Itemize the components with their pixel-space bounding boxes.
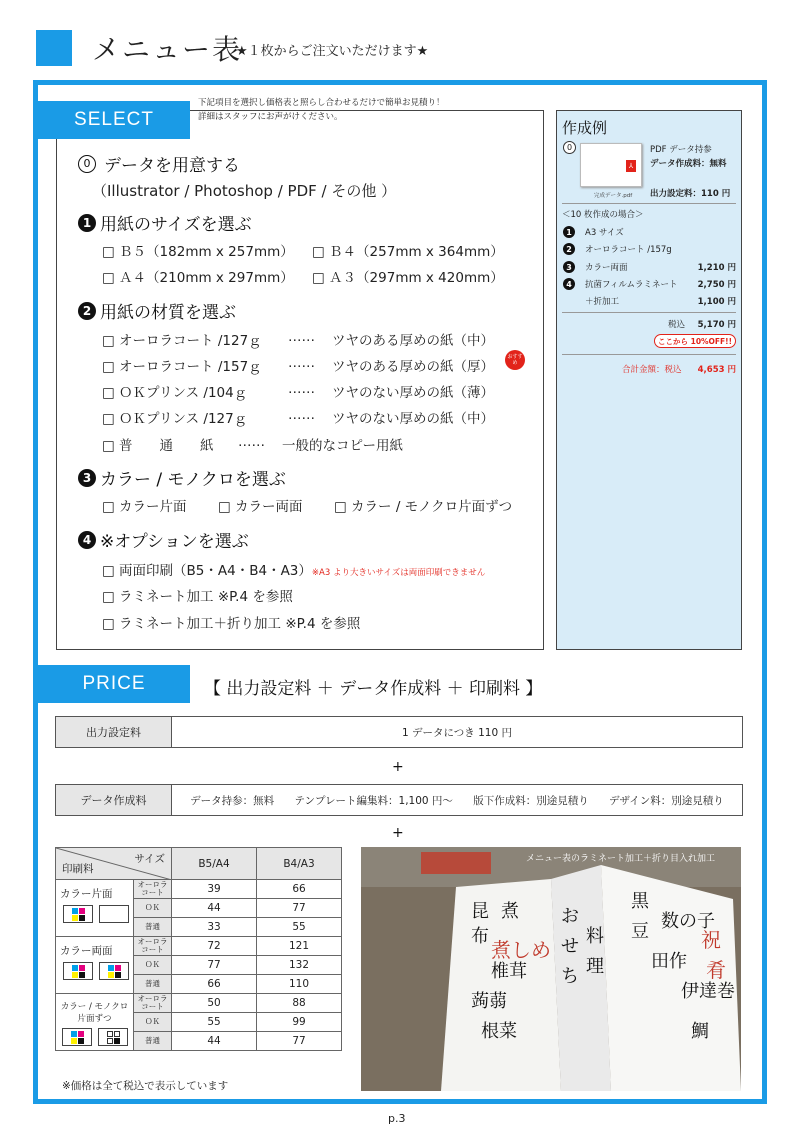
blank-swatch-icon — [99, 905, 129, 923]
paper-desc: ツヤのある厚めの紙（厚） — [332, 359, 494, 375]
paper-desc: ツヤのある厚めの紙（中） — [332, 333, 494, 349]
divider — [562, 354, 736, 355]
data-fee: データ作成料：無料 — [650, 159, 727, 169]
example-step-2-icon: 2 — [563, 243, 575, 255]
header-accent-block — [36, 30, 72, 66]
group-label: カラー両面 — [60, 945, 113, 957]
svg-text:鯛: 鯛 — [691, 1021, 709, 1042]
step-number-4-icon: 4 — [78, 531, 96, 549]
paper-label: オーロラ コート — [134, 994, 172, 1013]
page-number: p.3 — [388, 1112, 406, 1125]
data-fee-label: データ作成料 — [56, 785, 172, 815]
svg-text:根菜: 根菜 — [481, 1021, 517, 1042]
option-size-a3[interactable]: □ Ａ３（297mm x 420mm） — [312, 270, 504, 286]
option-color-mono-mix[interactable]: □ カラー / モノクロ片面ずつ — [334, 499, 513, 515]
duplex-warning: ※A3 より大きいサイズは両面印刷できません — [311, 568, 486, 578]
option-paper-ok-127[interactable]: □ ＯＫプリンス /127ｇ — [102, 411, 248, 427]
divider — [562, 312, 736, 313]
example-item: A3 サイズ — [585, 228, 624, 238]
page-subtitle: ★１枚からご注文いただけます★ — [236, 44, 429, 59]
price-cell: 132 — [257, 956, 342, 975]
example-item: オーロラコート /157g — [585, 245, 672, 255]
tax-total: 5,170 円 — [697, 320, 736, 330]
svg-text:数の子: 数の子 — [661, 911, 715, 932]
svg-text:理: 理 — [586, 956, 604, 977]
step-0-heading — [78, 151, 240, 176]
svg-text:黒: 黒 — [631, 891, 649, 912]
data-fee-values — [172, 785, 742, 815]
price-cell: 66 — [172, 975, 257, 994]
output-fee-value: 1 データにつき 110 円 — [401, 726, 513, 739]
step-0-title: データを用意する — [104, 156, 240, 176]
step-1-heading — [78, 210, 252, 235]
corner-top-label: サイズ — [134, 853, 165, 865]
svg-text:せ: せ — [561, 936, 579, 957]
price-cell: 99 — [257, 1013, 342, 1032]
svg-text:蒟蒻: 蒟蒻 — [471, 991, 507, 1012]
photo-caption: メニュー表のラミネート加工＋折り目入れ加工 — [526, 854, 716, 864]
output-fee-label: 出力設定料 — [56, 717, 172, 747]
svg-text:お: お — [561, 906, 579, 927]
cmyk-swatch-icon — [62, 1028, 92, 1046]
paper-label: オーロラ コート — [134, 880, 172, 899]
step-4-heading — [78, 527, 249, 552]
price-cell: 72 — [172, 937, 257, 956]
dots: …… — [238, 434, 265, 450]
option-size-a4[interactable]: □ Ａ４（210mm x 297mm） — [102, 270, 294, 286]
data-fee-item: デザイン料：別途見積り — [609, 794, 724, 807]
price-cell: 39 — [172, 880, 257, 899]
output-fee: 出力設定料：110 円 — [650, 189, 731, 199]
col-header: B5/A4 — [172, 848, 257, 880]
paper-label: ＯＫ — [134, 1013, 172, 1032]
option-size-b4[interactable]: □ Ｂ４（257mm x 364mm） — [312, 244, 504, 260]
paper-desc: ツヤのない厚めの紙（中） — [332, 411, 494, 427]
paper-label: 普通 — [134, 975, 172, 994]
plus-sign: + — [392, 759, 404, 775]
step-number-3-icon: 3 — [78, 469, 96, 487]
price-cell: 66 — [257, 880, 342, 899]
output-fee-row — [55, 716, 743, 748]
example-title: 作成例 — [562, 119, 608, 137]
price-cell: 77 — [257, 899, 342, 918]
option-paper-aurora-157[interactable]: □ オーロラコート /157ｇ — [102, 359, 262, 375]
example-price: 1,100 円 — [697, 297, 736, 307]
print-price-table — [55, 847, 342, 1051]
select-tab: SELECT — [38, 101, 190, 139]
paper-label: ＯＫ — [134, 899, 172, 918]
pdf-icon: ⅄ — [626, 160, 636, 172]
mono-swatch-icon — [98, 1028, 128, 1046]
paper-label: 普通 — [134, 1032, 172, 1051]
step-2-title: 用紙の材質を選ぶ — [100, 303, 236, 323]
option-paper-aurora-127[interactable]: □ オーロラコート /127ｇ — [102, 333, 262, 349]
step-2-heading — [78, 298, 236, 323]
doc-caption: 完成データ.pdf — [594, 193, 633, 199]
case-label: ＜10 枚作成の場合＞ — [562, 210, 644, 220]
recommend-stamp: おすすめ — [505, 350, 525, 370]
example-step-3-icon: 3 — [563, 261, 575, 273]
menu-photo-illustration — [361, 847, 741, 1091]
laminated-menu-photo — [361, 847, 741, 1091]
option-paper-plain[interactable]: □ 普 通 紙 — [102, 438, 214, 454]
price-cell: 44 — [172, 1032, 257, 1051]
option-laminate-fold[interactable]: □ ラミネート加工＋折り加工 ※P.4 を参照 — [102, 616, 361, 632]
paper-desc: 一般的なコピー用紙 — [282, 438, 403, 454]
data-fee-row — [55, 784, 743, 816]
cmyk-swatch-icon — [63, 962, 93, 980]
example-step-1-icon: 1 — [563, 226, 575, 238]
pdf-label: PDF データ持参 — [650, 145, 712, 155]
group-color-double — [56, 937, 134, 994]
price-tab: PRICE — [38, 665, 190, 703]
select-note-line: 詳細はスタッフにお声がけください。 — [198, 112, 343, 122]
paper-desc: ツヤのない厚めの紙（薄） — [332, 385, 494, 401]
col-header: B4/A3 — [257, 848, 342, 880]
data-fee-item: 版下作成料：別途見積り — [473, 794, 589, 807]
total-amount: 4,653 円 — [697, 365, 736, 375]
price-cell: 77 — [172, 956, 257, 975]
paper-label: オーロラ コート — [134, 937, 172, 956]
svg-text:料: 料 — [586, 926, 604, 947]
option-duplex-label: □ 両面印刷（B5・A4・B4・A3） — [102, 563, 312, 579]
discount-badge: ここから 10%OFF!! — [654, 334, 736, 348]
data-fee-item: データ持参：無料 — [190, 794, 275, 807]
option-color-double[interactable]: □ カラー両面 — [218, 499, 303, 515]
svg-text:豆: 豆 — [631, 921, 649, 942]
step-1-title: 用紙のサイズを選ぶ — [100, 215, 252, 235]
price-formula: 【 出力設定料 ＋ データ作成料 ＋ 印刷料 】 — [204, 679, 543, 699]
option-laminate[interactable]: □ ラミネート加工 ※P.4 を参照 — [102, 589, 293, 605]
example-price: 2,750 円 — [697, 280, 736, 290]
table-note: ※価格は全て税込で表示しています — [62, 1080, 229, 1092]
step-number-2-icon: 2 — [78, 302, 96, 320]
page-title: メニュー表 — [92, 33, 243, 66]
svg-text:肴: 肴 — [706, 958, 726, 982]
cmyk-swatch-icon — [99, 962, 129, 980]
svg-text:椎茸: 椎茸 — [491, 961, 527, 982]
svg-text:布: 布 — [471, 926, 489, 947]
svg-text:伊達巻: 伊達巻 — [681, 981, 735, 1002]
group-color-mono-mix — [56, 994, 134, 1051]
dots: …… — [288, 329, 315, 345]
paper-label: 普通 — [134, 918, 172, 937]
step-number-0-icon: 0 — [78, 155, 96, 173]
dots: …… — [288, 381, 315, 397]
example-item: 抗菌フィルムラミネート — [585, 280, 678, 290]
divider — [562, 203, 736, 204]
svg-text:祝: 祝 — [701, 928, 721, 952]
step-3-title: カラー / モノクロを選ぶ — [100, 470, 286, 490]
step-3-heading — [78, 465, 286, 490]
example-item: カラー両面 — [585, 263, 628, 273]
price-cell: 50 — [172, 994, 257, 1013]
price-cell: 110 — [257, 975, 342, 994]
total-label: 合計金額：税込 — [622, 365, 682, 375]
example-circle-icon: 0 — [563, 141, 576, 154]
group-label: カラー / モノクロ 片面ずつ — [60, 1002, 129, 1024]
cmyk-swatch-icon — [63, 905, 93, 923]
svg-text:田作: 田作 — [651, 951, 687, 972]
step-4-title: ※オプションを選ぶ — [100, 532, 249, 552]
paper-label: ＯＫ — [134, 956, 172, 975]
step-0-detail: （Illustrator / Photoshop / PDF / その他 ） — [92, 182, 397, 200]
svg-text:煮しめ: 煮しめ — [491, 938, 551, 962]
select-note — [198, 96, 445, 124]
example-item: ＋折加工 — [585, 297, 620, 307]
dots: …… — [288, 355, 315, 371]
option-size-b5[interactable]: □ Ｂ５（182mm x 257mm） — [102, 244, 294, 260]
data-fee-item: テンプレート編集料：1,100 円～ — [294, 794, 453, 807]
price-cell: 44 — [172, 899, 257, 918]
example-step-4-icon: 4 — [563, 278, 575, 290]
price-cell: 88 — [257, 994, 342, 1013]
price-cell: 121 — [257, 937, 342, 956]
svg-text:煮: 煮 — [501, 901, 519, 922]
price-cell: 55 — [172, 1013, 257, 1032]
table-corner — [56, 848, 172, 880]
price-cell: 77 — [257, 1032, 342, 1051]
dots: …… — [288, 407, 315, 423]
option-color-single[interactable]: □ カラー片面 — [102, 499, 187, 515]
option-paper-ok-104[interactable]: □ ＯＫプリンス /104ｇ — [102, 385, 248, 401]
option-duplex[interactable] — [102, 559, 485, 579]
group-label: カラー片面 — [60, 888, 113, 900]
price-cell: 33 — [172, 918, 257, 937]
example-price: 1,210 円 — [697, 263, 736, 273]
step-number-1-icon: 1 — [78, 214, 96, 232]
price-cell: 55 — [257, 918, 342, 937]
group-color-single — [56, 880, 134, 937]
tax-label: 税込 — [668, 320, 686, 330]
svg-text:昆: 昆 — [471, 901, 489, 922]
select-note-line: 下記項目を選択し価格表と照らし合わせるだけで簡単お見積り！ — [198, 98, 445, 108]
corner-bottom-label: 印刷料 — [62, 863, 94, 875]
plus-sign: + — [392, 825, 404, 841]
svg-text:ち: ち — [561, 966, 579, 987]
